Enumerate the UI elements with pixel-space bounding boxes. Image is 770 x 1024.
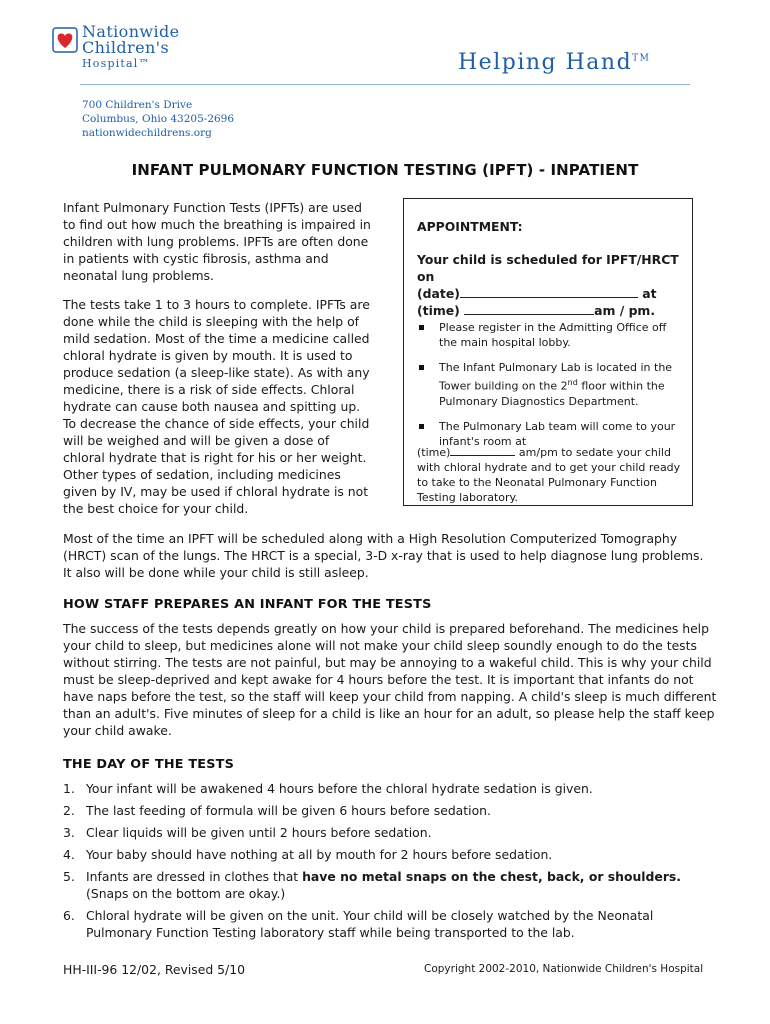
item-text: The last feeding of formula will be given 6 hours before sedation. [86,803,491,818]
logo-line-1: Nationwide [82,22,180,41]
intro-paragraph-1: Infant Pulmonary Function Tests (IPFTs) are used to find out how much the breathing is impaired in children with lung problems. IPFTs are often done in patients with cystic fibrosis, asthma and neonatal lung problems. [63,200,371,283]
program-name: Helping Hand [458,50,633,75]
address-website: nationwidechildrens.org [82,127,212,139]
visit-time-blank-field[interactable] [450,445,515,456]
address-street: 700 Children's Drive [82,99,193,111]
appointment-line-1: Your child is scheduled for IPFT/HRCT on [417,252,679,284]
item-text: Chloral hydrate will be given on the unit. Your child will be closely watched by the Neonatal Pulmonary Function Testing laboratory staff while being transported to the lab. [86,908,654,940]
team-visit-details [417,445,689,505]
appointment-schedule [417,251,689,319]
date-label: (date) [417,286,460,301]
address-city: Columbus, Ohio 43205-2696 [82,113,235,125]
time-label: (time) [417,303,460,318]
appointment-bullets [417,320,687,449]
at-label: at [642,286,657,301]
header-divider [80,84,690,85]
bullet-item-register [417,320,687,350]
list-item [63,802,723,819]
intro-paragraph-2: The tests take 1 to 3 hours to complete. IPFTs are done while the child is sleeping with the help of mild sedation. Most of the time a medicine called chloral hydrate is given by mouth. It is used to produce sedation (a sleep-like state). As with any medicine, there is a risk of side effects. Chloral hydrate can cause both nausea and spitting up. To decrease the chance of side effects, your child will be weighed and will be given a dose of chloral hydrate that is right for his or her weight. Other types of sedation, including medicines given by IV, may be used if chloral hydrate is not the best choice for your child. [63,297,370,516]
document-title: INFANT PULMONARY FUNCTION TESTING (IPFT) - INPATIENT [131,161,639,179]
time-blank-field[interactable] [464,302,594,315]
list-item [63,780,723,797]
item-number: 5. [63,869,75,884]
bullet-text-rest: floor within the Pulmonary Diagnostics Department. [439,379,665,408]
document-code: HH-III-96 12/02, Revised 5/10 [63,962,245,977]
hospital-logo-icon [52,27,78,53]
appointment-date-line [417,285,689,302]
bullet-text: The Infant Pulmonary Lab is located in the Tower building on the 2 [439,361,673,393]
bullet-item-location [417,360,687,409]
item-number: 1. [63,781,75,796]
item-number: 6. [63,908,75,923]
hospital-address [82,98,302,140]
hrct-paragraph: Most of the time an IPFT will be scheduled along with a High Resolution Computerized Tomography (HRCT) scan of the lungs. The HRCT is a special, 3-D x-ray that is used to help diagnose lung problems. It also will be done while your child is still asleep. [63,531,704,580]
trademark-mark: TM [632,53,651,64]
logo-line-3: Hospital™ [82,57,151,70]
item-text: Infants are dressed in clothes that [86,869,303,884]
ampm-label: am / pm. [594,303,656,318]
list-item [63,846,723,863]
date-blank-field[interactable] [460,285,638,298]
day-heading: THE DAY OF THE TESTS [63,757,235,772]
prep-paragraph: The success of the tests depends greatly on how your child is prepared beforehand. The medicines help your child to sleep, but medicines alone will not make your child sleep soundly enough to do the tests without stirring. The tests are not painful, but may be annoying to a wakeful child. This is why your child must be sleep-deprived and kept awake for 4 hours before the test. It is important that infants do not have naps before the test, so the staff will keep your child from napping. A child's sleep is much different than an adult's. Five minutes of sleep for a child is like an hour for an adult, so please help the staff keep your child awake. [63,621,717,738]
item-text: Your infant will be awakened 4 hours before the chloral hydrate sedation is given. [86,781,593,796]
item-number: 3. [63,825,75,840]
prep-heading: HOW STAFF PREPARES AN INFANT FOR THE TESTS [63,597,432,612]
visit-time-label: (time) [417,446,451,459]
visit-details-text: am/pm to sedate your child with chloral hydrate and to get your child ready to take to the Neonatal Pulmonary Function Testing laboratory. [417,446,681,504]
item-number: 4. [63,847,75,862]
bullet-text: Please register in the Admitting Office off the main hospital lobby. [439,321,667,349]
item-text-rest: (Snaps on the bottom are okay.) [86,886,286,901]
bullet-text: The Pulmonary Lab team will come to your infant's room at [439,419,676,448]
item-text-bold: have no metal snaps on the chest, back, or shoulders. [302,869,682,884]
appointment-heading: APPOINTMENT: [417,219,523,234]
copyright-notice: Copyright 2002-2010, Nationwide Children's Hospital [424,963,704,975]
list-item [63,868,723,902]
logo-line-2: Children's [82,38,170,57]
appointment-time-line [417,302,689,319]
item-number: 2. [63,803,75,818]
hospital-logo-wordmark [82,24,242,72]
item-text: Clear liquids will be given until 2 hours before sedation. [86,825,432,840]
list-item [63,824,723,841]
bullet-square-icon [419,365,424,370]
day-steps-list [63,780,723,946]
list-item [63,907,723,941]
intro-column [63,199,373,529]
bullet-square-icon [419,424,424,429]
ordinal-suffix: nd [567,378,578,387]
program-title [458,50,698,75]
item-text: Your baby should have nothing at all by mouth for 2 hours before sedation. [86,847,553,862]
bullet-square-icon [419,325,424,330]
